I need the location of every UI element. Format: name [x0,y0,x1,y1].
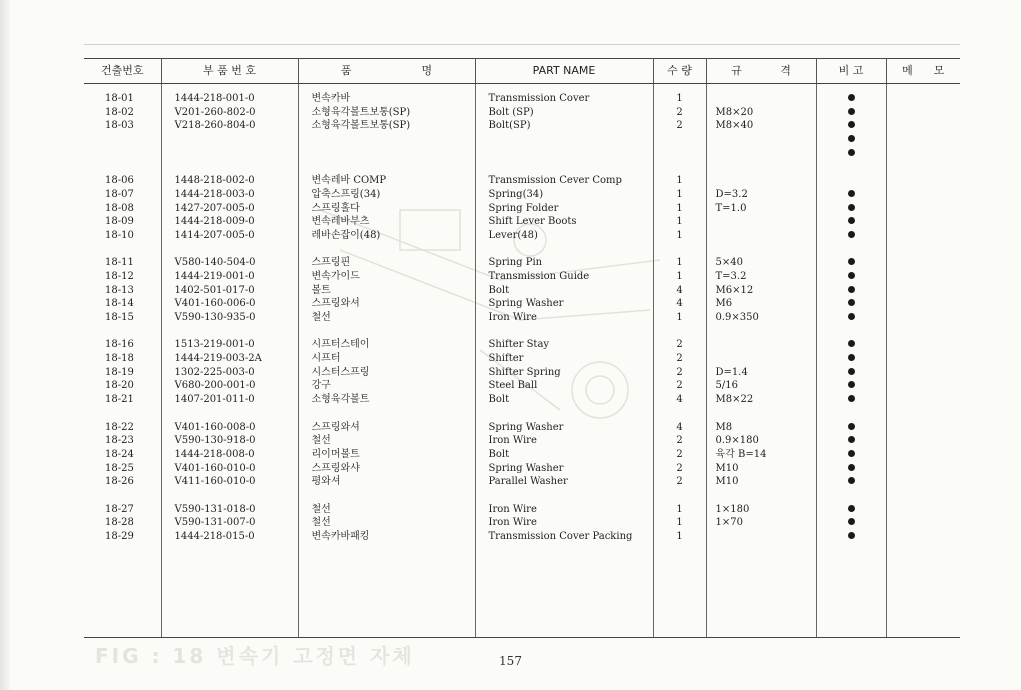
cell-korean-name: 스프링와셔 [311,421,360,433]
cell-part-name: Spring Pin [488,257,543,269]
cell-quantity: 1 [676,93,683,104]
cell-code: 18-06 [105,175,134,187]
cell-korean-name: 스프링와샤 [311,462,360,474]
cell-part-name: Transmission Cover [488,93,590,104]
cell-part-number [162,243,298,257]
cell-note [817,516,886,530]
cell-part-name: Bolt [488,394,510,406]
cell-quantity: 1 [676,216,683,228]
cell-spec [707,174,816,188]
cell-part-name: Iron Wire [488,435,537,447]
cell-quantity [654,147,706,161]
cell-part-name: Spring(34) [488,188,544,200]
column-code [84,84,161,544]
bullet-dot-icon [848,368,855,375]
cell-spec [707,407,816,421]
cell-code: 18-18 [105,353,134,365]
cell-quantity: 2 [676,353,683,365]
cell-part-name: Shift Lever Boots [488,216,577,228]
cell-spec: M6 [715,298,733,310]
cell-code [84,325,161,339]
cell-spec: 1×180 [715,503,750,515]
bullet-dot-icon [848,135,855,142]
cell-korean-name: 변속레바 COMP [311,175,387,187]
cell-korean-name: 철선 [311,435,331,447]
cell-quantity [654,133,706,147]
cell-korean-name: 변속카바패킹 [311,531,370,542]
cell-korean-name: 소형육각볼트 [311,394,370,406]
header-row [84,59,960,84]
cell-part-name: Iron Wire [488,503,537,515]
cell-note [817,202,886,216]
bullet-dot-icon [848,477,855,484]
cell-code: 18-13 [105,284,134,296]
bullet-dot-icon [848,505,855,512]
bullet-dot-icon [848,299,855,306]
cell-spec [707,338,816,352]
cell-part-name [476,147,653,161]
cell-korean-name [299,407,475,421]
column-quantity [654,84,706,544]
cell-korean-name: 리이머볼트 [311,448,360,460]
cell-part-name: Shifter Stay [488,339,550,351]
cell-note [817,92,886,106]
cell-code: 18-12 [105,270,134,282]
cell-part-number: V590-131-007-0 [174,517,256,529]
cell-code: 18-24 [105,448,134,460]
cell-spec [707,160,816,174]
header-part-number: 부 품 번 호 [161,59,298,84]
cell-part-number: 1444-218-003-0 [174,188,255,200]
cell-korean-name: 강구 [311,380,331,392]
cell-note [817,366,886,380]
bullet-dot-icon [848,286,855,293]
cell-note [817,421,886,435]
cell-part-name: Spring Washer [488,421,564,433]
cell-spec: M10 [715,462,739,474]
cell-code: 18-09 [105,216,134,228]
cell-note [817,284,886,298]
cell-part-number [162,407,298,421]
cell-part-name: Shifter Spring [488,366,561,378]
cell-code [84,147,161,161]
cell-quantity: 1 [676,531,683,542]
cell-note [817,106,886,120]
cell-part-name: Iron Wire [488,312,537,323]
cell-note [817,338,886,352]
cell-korean-name: 스프링홀다 [311,202,360,214]
cell-korean-name [299,160,475,174]
cell-spec: 1×70 [715,517,743,529]
cell-spec: M8×22 [715,394,754,406]
cell-part-number: 1444-219-001-0 [174,270,255,282]
table-body-row [84,84,960,638]
cell-part-name: Bolt [488,448,510,460]
cell-korean-name: 철선 [311,312,331,323]
cell-part-number: 1402-501-017-0 [174,284,255,296]
cell-korean-name: 변속카바 [311,93,351,104]
parts-table [84,58,960,638]
cell-korean-name: 레바손잡이(48) [311,229,381,241]
cell-spec [707,147,816,161]
cell-note [817,379,886,393]
cell-part-name: Transmission Cever Comp [488,175,622,187]
cell-korean-name: 평와셔 [311,476,341,488]
cell-korean-name: 변속가이드 [311,270,360,282]
bullet-dot-icon [848,204,855,211]
cell-part-number: V401-160-006-0 [174,298,256,310]
cell-quantity: 4 [676,284,683,296]
bullet-dot-icon [848,258,855,265]
cell-part-name: Spring Washer [488,462,564,474]
cell-code: 18-22 [105,421,134,433]
cell-spec [707,325,816,339]
cell-code: 18-14 [105,298,134,310]
cell-spec [707,352,816,366]
cell-quantity: 1 [676,312,683,323]
cell-note [817,462,886,476]
cell-part-name: Steel Ball [488,380,538,392]
page-edge-shadow [0,0,10,690]
cell-quantity: 2 [676,476,683,488]
cell-part-name: Bolt [488,284,510,296]
header-spec: 규 격 [706,59,816,84]
cell-quantity: 1 [676,202,683,214]
column-part-number [162,84,298,544]
top-rule [84,44,960,45]
cell-spec [707,92,816,106]
header-code: 건출번호 [84,59,161,84]
cell-note [817,434,886,448]
cell-spec [707,530,816,544]
cell-spec: T=1.0 [715,202,747,214]
cell-code: 18-19 [105,366,134,378]
cell-note [817,119,886,133]
cell-part-name: Spring Folder [488,202,559,214]
cell-spec: M8×40 [715,120,754,132]
cell-korean-name: 변속레바부츠 [311,216,370,228]
cell-code: 18-01 [105,93,134,104]
cell-quantity [654,407,706,421]
cell-part-name: Lever(48) [488,229,538,241]
cell-spec: 5×40 [715,257,743,269]
header-korean-name: 품 명 [298,59,475,84]
cell-code: 18-15 [105,312,134,323]
cell-code: 18-28 [105,517,134,529]
cell-quantity: 2 [676,106,683,118]
bullet-dot-icon [848,395,855,402]
cell-code [84,160,161,174]
cell-spec: D=1.4 [715,366,748,378]
cell-quantity: 2 [676,339,683,351]
cell-code: 18-20 [105,380,134,392]
cell-korean-name: 볼트 [311,284,331,296]
cell-spec [707,133,816,147]
bullet-dot-icon [848,190,855,197]
cell-part-number: V590-131-018-0 [174,503,256,515]
cell-quantity: 2 [676,462,683,474]
bullet-dot-icon [848,518,855,525]
cell-spec: M6×12 [715,284,754,296]
cell-part-name: Iron Wire [488,517,537,529]
cell-note [817,243,886,257]
cell-korean-name: 압축스프링(34) [311,188,381,200]
cell-part-number: V218-260-804-0 [174,120,256,132]
bullet-dot-icon [848,381,855,388]
cell-korean-name [299,133,475,147]
cell-note [817,270,886,284]
cell-code: 18-03 [105,120,134,132]
cell-korean-name: 소형육각볼트보통(SP) [311,120,411,132]
cell-note [817,215,886,229]
cell-quantity [654,160,706,174]
bullet-dot-icon [848,149,855,156]
cell-spec [707,489,816,503]
cell-part-name: Parallel Washer [488,476,568,488]
cell-spec [707,215,816,229]
bullet-dot-icon [848,94,855,101]
cell-part-name [476,489,653,503]
page-number: 157 [499,654,522,668]
cell-part-name [476,160,653,174]
cell-code: 18-23 [105,435,134,447]
cell-quantity: 1 [676,257,683,269]
cell-quantity: 2 [676,448,683,460]
cell-spec: D=3.2 [715,188,748,200]
bullet-dot-icon [848,217,855,224]
cell-quantity: 1 [676,188,683,200]
cell-quantity: 1 [676,229,683,241]
cell-korean-name [299,243,475,257]
cell-part-number: 1444-218-015-0 [174,531,255,542]
cell-korean-name: 소형육각볼트보통(SP) [311,106,411,118]
column-spec [707,84,816,544]
cell-part-name [476,325,653,339]
cell-korean-name: 스프링와셔 [311,298,360,310]
header-memo: 메 모 [886,59,960,84]
cell-korean-name: 철선 [311,503,331,515]
cell-note [817,489,886,503]
cell-part-number: V401-160-010-0 [174,462,256,474]
bullet-dot-icon [848,354,855,361]
cell-code: 18-21 [105,394,134,406]
cell-quantity [654,243,706,257]
cell-part-number [162,489,298,503]
cell-korean-name [299,489,475,503]
cell-note [817,133,886,147]
cell-part-number: 1444-218-009-0 [174,216,255,228]
cell-note [817,160,886,174]
header-quantity: 수 량 [653,59,706,84]
cell-part-number: 1513-219-001-0 [174,339,255,351]
cell-spec: T=3.2 [715,270,747,282]
cell-part-number: V401-160-008-0 [174,421,256,433]
cell-part-number: 1302-225-003-0 [174,366,255,378]
cell-quantity [654,489,706,503]
cell-note [817,530,886,544]
cell-quantity: 4 [676,298,683,310]
header-part-name: PART NAME [475,59,653,84]
cell-part-number: 1427-207-005-0 [174,202,255,214]
cell-part-number: V201-260-802-0 [174,106,256,118]
cell-spec: 0.9×350 [715,312,759,323]
cell-spec: M8×20 [715,106,754,118]
cell-spec [707,229,816,243]
cell-part-name: Bolt (SP) [488,106,534,118]
cell-spec: M8 [715,421,733,433]
bullet-dot-icon [848,450,855,457]
cell-part-name: Transmission Guide [488,270,590,282]
column-note [817,84,886,544]
cell-code: 18-10 [105,229,134,241]
cell-spec [707,243,816,257]
bullet-dot-icon [848,436,855,443]
bullet-dot-icon [848,464,855,471]
cell-part-name: Shifter [488,353,524,365]
cell-quantity: 4 [676,394,683,406]
bullet-dot-icon [848,423,855,430]
cell-quantity: 1 [676,175,683,187]
bullet-dot-icon [848,121,855,128]
cell-quantity: 1 [676,270,683,282]
cell-part-number [162,133,298,147]
cell-code: 18-29 [105,531,134,542]
cell-code: 18-16 [105,339,134,351]
cell-code: 18-25 [105,462,134,474]
bullet-dot-icon [848,108,855,115]
cell-korean-name: 스프링핀 [311,257,351,269]
cell-spec: 육각 B=14 [715,448,767,460]
cell-note [817,297,886,311]
cell-spec: M10 [715,476,739,488]
cell-korean-name: 철선 [311,517,331,529]
cell-part-name [476,407,653,421]
bullet-dot-icon [848,313,855,320]
cell-code: 18-11 [105,257,134,269]
cell-part-name: Bolt(SP) [488,120,531,132]
cell-part-number: 1444-218-001-0 [174,93,255,104]
cell-quantity: 2 [676,435,683,447]
cell-note [817,393,886,407]
cell-part-name [476,243,653,257]
cell-quantity: 2 [676,366,683,378]
cell-part-number: 1444-218-008-0 [174,448,255,460]
cell-part-number: 1414-207-005-0 [174,229,255,241]
column-part-name [476,84,653,544]
cell-note [817,503,886,517]
cell-part-number: 1444-219-003-2A [174,353,262,365]
cell-note [817,188,886,202]
bullet-dot-icon [848,231,855,238]
cell-part-number [162,325,298,339]
cell-spec: 0.9×180 [715,435,759,447]
bullet-dot-icon [848,340,855,347]
cell-note [817,311,886,325]
column-korean-name [299,84,475,544]
cell-part-number: V580-140-504-0 [174,257,256,269]
cell-part-name: Transmission Cover Packing [488,531,633,542]
cell-korean-name: 시프터 [311,353,341,365]
cell-korean-name [299,325,475,339]
cell-note [817,475,886,489]
cell-code [84,489,161,503]
cell-note [817,174,886,188]
cell-quantity: 1 [676,503,683,515]
cell-note [817,325,886,339]
cell-part-number [162,147,298,161]
cell-code: 18-08 [105,202,134,214]
cell-code [84,133,161,147]
cell-note [817,147,886,161]
cell-quantity: 4 [676,421,683,433]
cell-quantity: 2 [676,120,683,132]
cell-part-number: V680-200-001-0 [174,380,256,392]
cell-code [84,243,161,257]
cell-quantity: 1 [676,517,683,529]
cell-code [84,407,161,421]
header-note: 비 고 [816,59,886,84]
cell-note [817,407,886,421]
cell-korean-name: 시프터스테이 [311,339,370,351]
cell-quantity [654,325,706,339]
cell-spec: 5/16 [715,380,738,392]
cell-part-number: V590-130-935-0 [174,312,256,323]
cell-quantity: 2 [676,380,683,392]
column-memo [887,84,961,92]
cell-code: 18-07 [105,188,134,200]
cell-part-number [162,160,298,174]
cell-part-name: Spring Washer [488,298,564,310]
cell-part-number: V590-130-918-0 [174,435,256,447]
cell-part-number: 1407-201-011-0 [174,394,255,406]
cell-note [817,256,886,270]
bleed-through-text: FIG : 18 변속기 고정면 자체 [95,644,415,668]
cell-code: 18-27 [105,503,134,515]
cell-korean-name [299,147,475,161]
cell-part-name [476,133,653,147]
cell-code: 18-26 [105,476,134,488]
cell-korean-name: 시스터스프링 [311,366,370,378]
cell-part-number: V411-160-010-0 [174,476,256,488]
cell-note [817,352,886,366]
cell-note [817,229,886,243]
cell-part-number: 1448-218-002-0 [174,175,255,187]
cell-note [817,448,886,462]
bullet-dot-icon [848,272,855,279]
cell-code: 18-02 [105,106,134,118]
bullet-dot-icon [848,532,855,539]
